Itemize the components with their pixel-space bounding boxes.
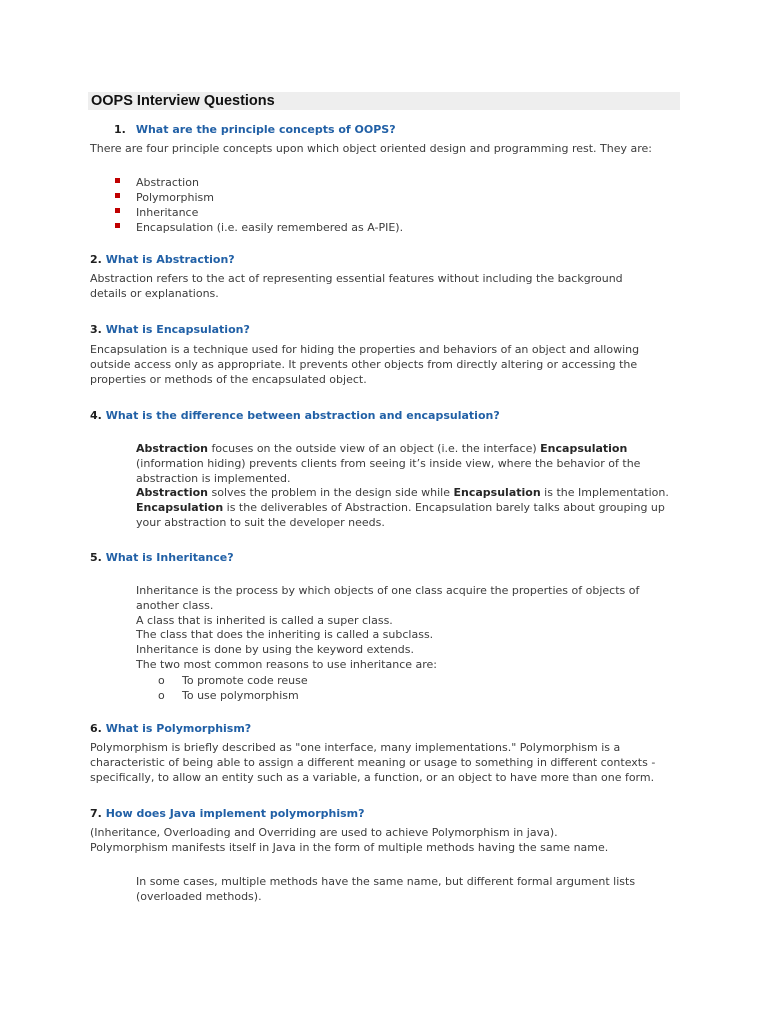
question-number: 4. — [90, 409, 102, 422]
question-number: 3. — [90, 323, 102, 336]
question-number: 6. — [90, 722, 102, 735]
reasons-list — [158, 673, 308, 703]
answer-text: Abstraction focuses on the outside view of an object (i.e. the interface) Encapsulation (information hiding) prevents clients from seeing it’s inside view, where the behavior of the abstraction is implemented. Abstraction solves the problem in the design side while Encapsulation is the Implementation. Encapsulation is the deliverables of Abstraction. Encapsulation barely talks about grouping up your abstraction to suit the developer needs. — [136, 442, 669, 529]
circle-bullet: o — [158, 689, 165, 702]
question-text: What are the principle concepts of OOPS? — [135, 123, 396, 136]
red-square-bullet-icon — [115, 178, 120, 183]
question-number: 1. — [114, 123, 126, 136]
answer-text: Abstraction refers to the act of representing essential features without including the background details or explanations. — [90, 272, 623, 300]
list-item: Polymorphism — [114, 190, 403, 205]
list-item: o To promote code reuse — [158, 674, 308, 687]
question-number: 2. — [90, 253, 102, 266]
question-7-heading — [90, 807, 365, 821]
question-text: What is Encapsulation? — [105, 323, 250, 336]
answer-text: There are four principle concepts upon which object oriented design and programming rest. They are: — [90, 142, 653, 155]
list-item: Encapsulation (i.e. easily remembered as A-PIE). — [114, 220, 403, 235]
question-4-heading — [90, 409, 500, 423]
list-item: Abstraction — [114, 175, 403, 190]
red-square-bullet-icon — [115, 208, 120, 213]
question-1-heading — [114, 123, 396, 137]
concepts-list — [114, 175, 403, 235]
red-square-bullet-icon — [115, 223, 120, 228]
answer-subtext: In some cases, multiple methods have the same name, but different formal argument lists (overloaded methods). — [136, 875, 636, 903]
question-text: What is the difference between abstraction and encapsulation? — [105, 409, 500, 422]
page-title: OOPS Interview Questions — [91, 93, 275, 109]
list-item: o To use polymorphism — [158, 689, 299, 702]
question-text: How does Java implement polymorphism? — [105, 807, 365, 820]
red-square-bullet-icon — [115, 193, 120, 198]
question-text: What is Inheritance? — [105, 551, 234, 564]
answer-text: (Inheritance, Overloading and Overriding are used to achieve Polymorphism in java). Polymorphism manifests itself in Java in the form of multiple methods having the same name. — [90, 826, 609, 854]
list-item: Inheritance — [114, 205, 403, 220]
question-2-heading — [90, 253, 235, 267]
question-6-heading — [90, 722, 251, 736]
question-number: 7. — [90, 807, 102, 820]
answer-text: Inheritance is the process by which objects of one class acquire the properties of objects of another class. A class that is inherited is called a super class. The class that does the inheriting is called a subclass. Inheritance is done by using the keyword extends. The two most common reasons to use inheritance are: — [136, 584, 640, 671]
question-3-heading — [90, 323, 250, 337]
question-text: What is Abstraction? — [105, 253, 235, 266]
answer-text: Encapsulation is a technique used for hiding the properties and behaviors of an object and allowing outside access only as appropriate. It prevents other objects from directly altering or accessing the properties or methods of the encapsulated object. — [90, 343, 640, 386]
question-text: What is Polymorphism? — [105, 722, 252, 735]
answer-text: Polymorphism is briefly described as "one interface, many implementations." Polymorphism is a characteristic of being able to assign a different meaning or usage to something in different contexts - specifically, to allow an entity such as a variable, a function, or an object to have more than one form. — [90, 741, 656, 784]
question-number: 5. — [90, 551, 102, 564]
question-5-heading — [90, 551, 234, 565]
circle-bullet: o — [158, 674, 165, 687]
